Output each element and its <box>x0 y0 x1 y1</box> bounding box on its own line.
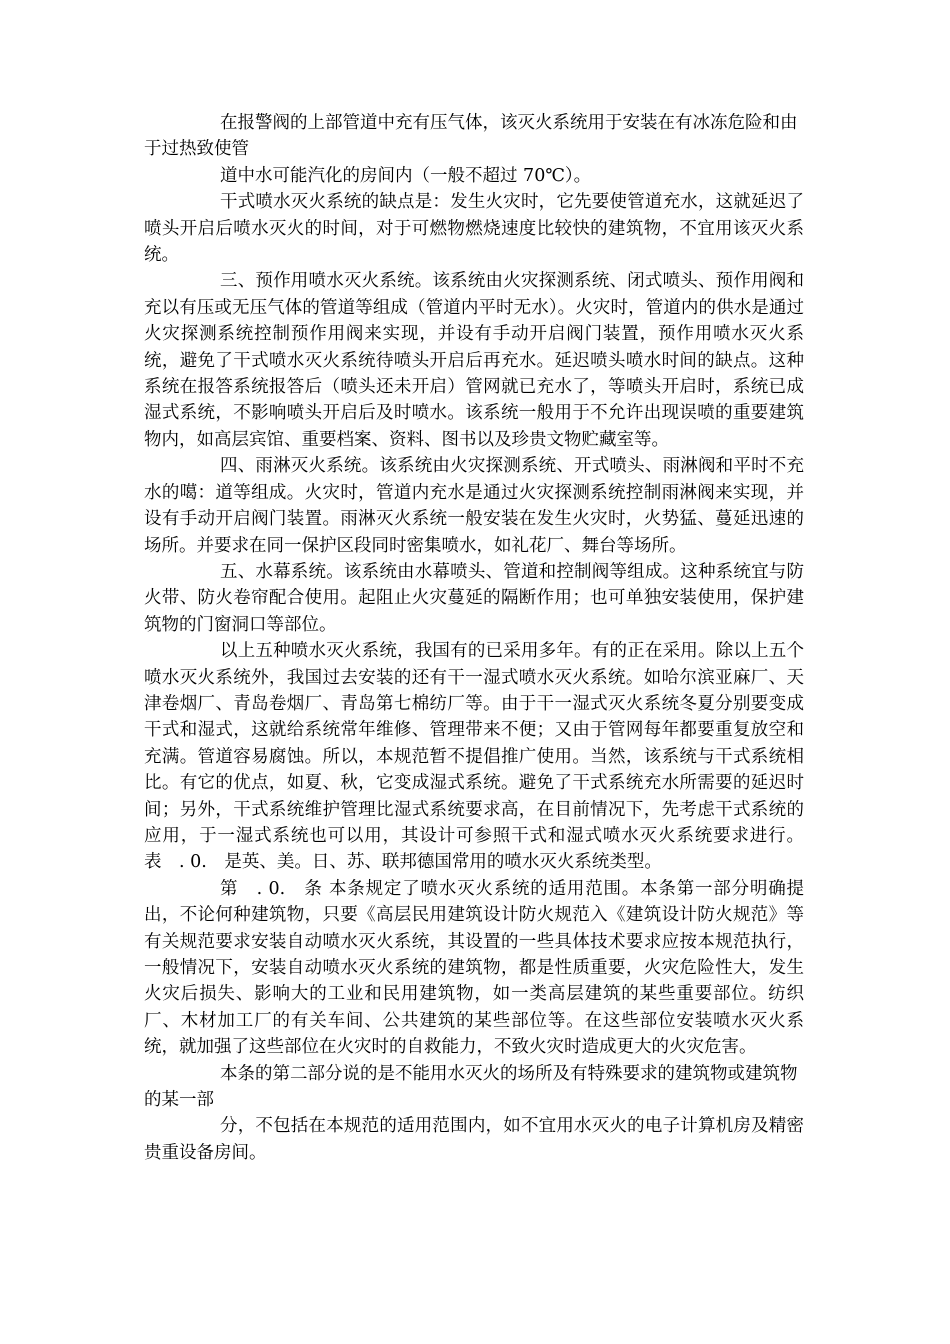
paragraph: 道中水可能汽化的房间内（一般不超过 70℃）。 <box>220 165 592 186</box>
paragraph: 五、水幕系统。该系统由水幕喷头、管道和控制阀等组成。这种系统宜与防火带、防火卷帘配合使用。起阻止火灾蔓延的隔断作用；也可单独安装使用，保护建筑物的门窗洞口等部位。 <box>144 561 804 635</box>
paragraph: 干式喷水灭火系统的缺点是：发生火灾时，它先要使管道充水，这就延迟了喷头开启后喷水灭火的时间，对于可燃物燃烧速度比较快的建筑物，不宜用该灭火系统。 <box>144 192 804 266</box>
paragraph: 分，不包括在本规范的适用范围内，如不宜用水灭火的电子计算机房及精密贵重设备房间。 <box>144 1116 804 1163</box>
paragraph: 第 . 0. 条 本条规定了喷水灭火系统的适用范围。本条第一部分明确提出，不论何种建筑物，只要《高层民用建筑设计防火规范入《建筑设计防火规范》等有关规范要求安装自动喷水灭火系统，其设置的一些具体技术要求应按本规范执行，一般情况下，安装自动喷水灭火系统的建筑物，都是性质重要，火灾危险性大，发生火灾后损失、影响大的工业和民用建筑物，如一类高层建筑的某些重要部位。纺织厂、木材加工厂的有关车间、公共建筑的某些部位等。在这些部位安装喷水灭火系统，就加强了这些部位在火灾时的自救能力，不致火灾时造成更大的火灾危害。 <box>144 878 804 1058</box>
paragraph: 四、雨淋灭火系统。该系统由火灾探测系统、开式喷头、雨淋阀和平时不充水的噶：道等组成。火灾时，管道内充水是通过火灾探测系统控制雨淋阀来实现，并设有手动开启阀门装置。雨淋灭火系统一般安装在发生火灾时，火势猛、蔓延迅速的场所。并要求在同一保护区段同时密集喷水，如礼花厂、舞台等场所。 <box>144 456 804 556</box>
paragraph: 本条的第二部分说的是不能用水灭火的场所及有特殊要求的建筑物或建筑物的某一部 <box>144 1063 798 1111</box>
paragraph: 在报警阀的上部管道中充有压气体，该灭火系统用于安装在有冰冻危险和由于过热致使管 <box>144 113 798 160</box>
paragraph: 以上五种喷水灭火系统，我国有的已采用多年。有的正在采用。除以上五个喷水灭火系统外，我国过去安装的还有干一湿式喷水灭火系统。如哈尔滨亚麻厂、天津卷烟厂、青岛卷烟厂、青岛第七棉纺厂等。由于干一湿式灭火系统冬夏分别要变成干式和湿式，这就给系统常年维修、管理带来不便；又由于管网每年都要重复放空和充满。管道容易腐蚀。所以，本规范暂不提倡推广使用。当然，该系统与干式系统相比。有它的优点，如夏、秋，它变成湿式系统。避免了干式系统充水所需要的延迟时间；另外，干式系统维护管理比湿式系统要求高，在目前情况下，先考虑干式系统的应用，于一湿式系统也可以用，其设计可参照干式和湿式喷水灭火系统要求进行。表 . 0. 是英、美。日、苏、联邦德国常用的喷水灭火系统类型。 <box>144 641 804 873</box>
paragraph: 三、预作用喷水灭火系统。该系统由火灾探测系统、闭式喷头、预作用阀和充以有压或无压气体的管道等组成（管道内平时无水）。火灾时，管道内的供水是通过火灾探测系统控制预作用阀来实现，并设有手动开启阀门装置，预作用喷水灭火系统，避免了干式喷水灭火系统待喷头开启后再充水。延迟喷头喷水时间的缺点。这种系统在报答系统报答后（喷头还未开启）管网就已充水了，等喷头开启时，系统已成湿式系统，不影响喷头开启后及时喷水。该系统一般用于不允许出现误喷的重要建筑物内，如高层宾馆、重要档案、资料、图书以及珍贵文物贮藏室等。 <box>144 271 804 450</box>
document-body <box>144 110 804 1166</box>
